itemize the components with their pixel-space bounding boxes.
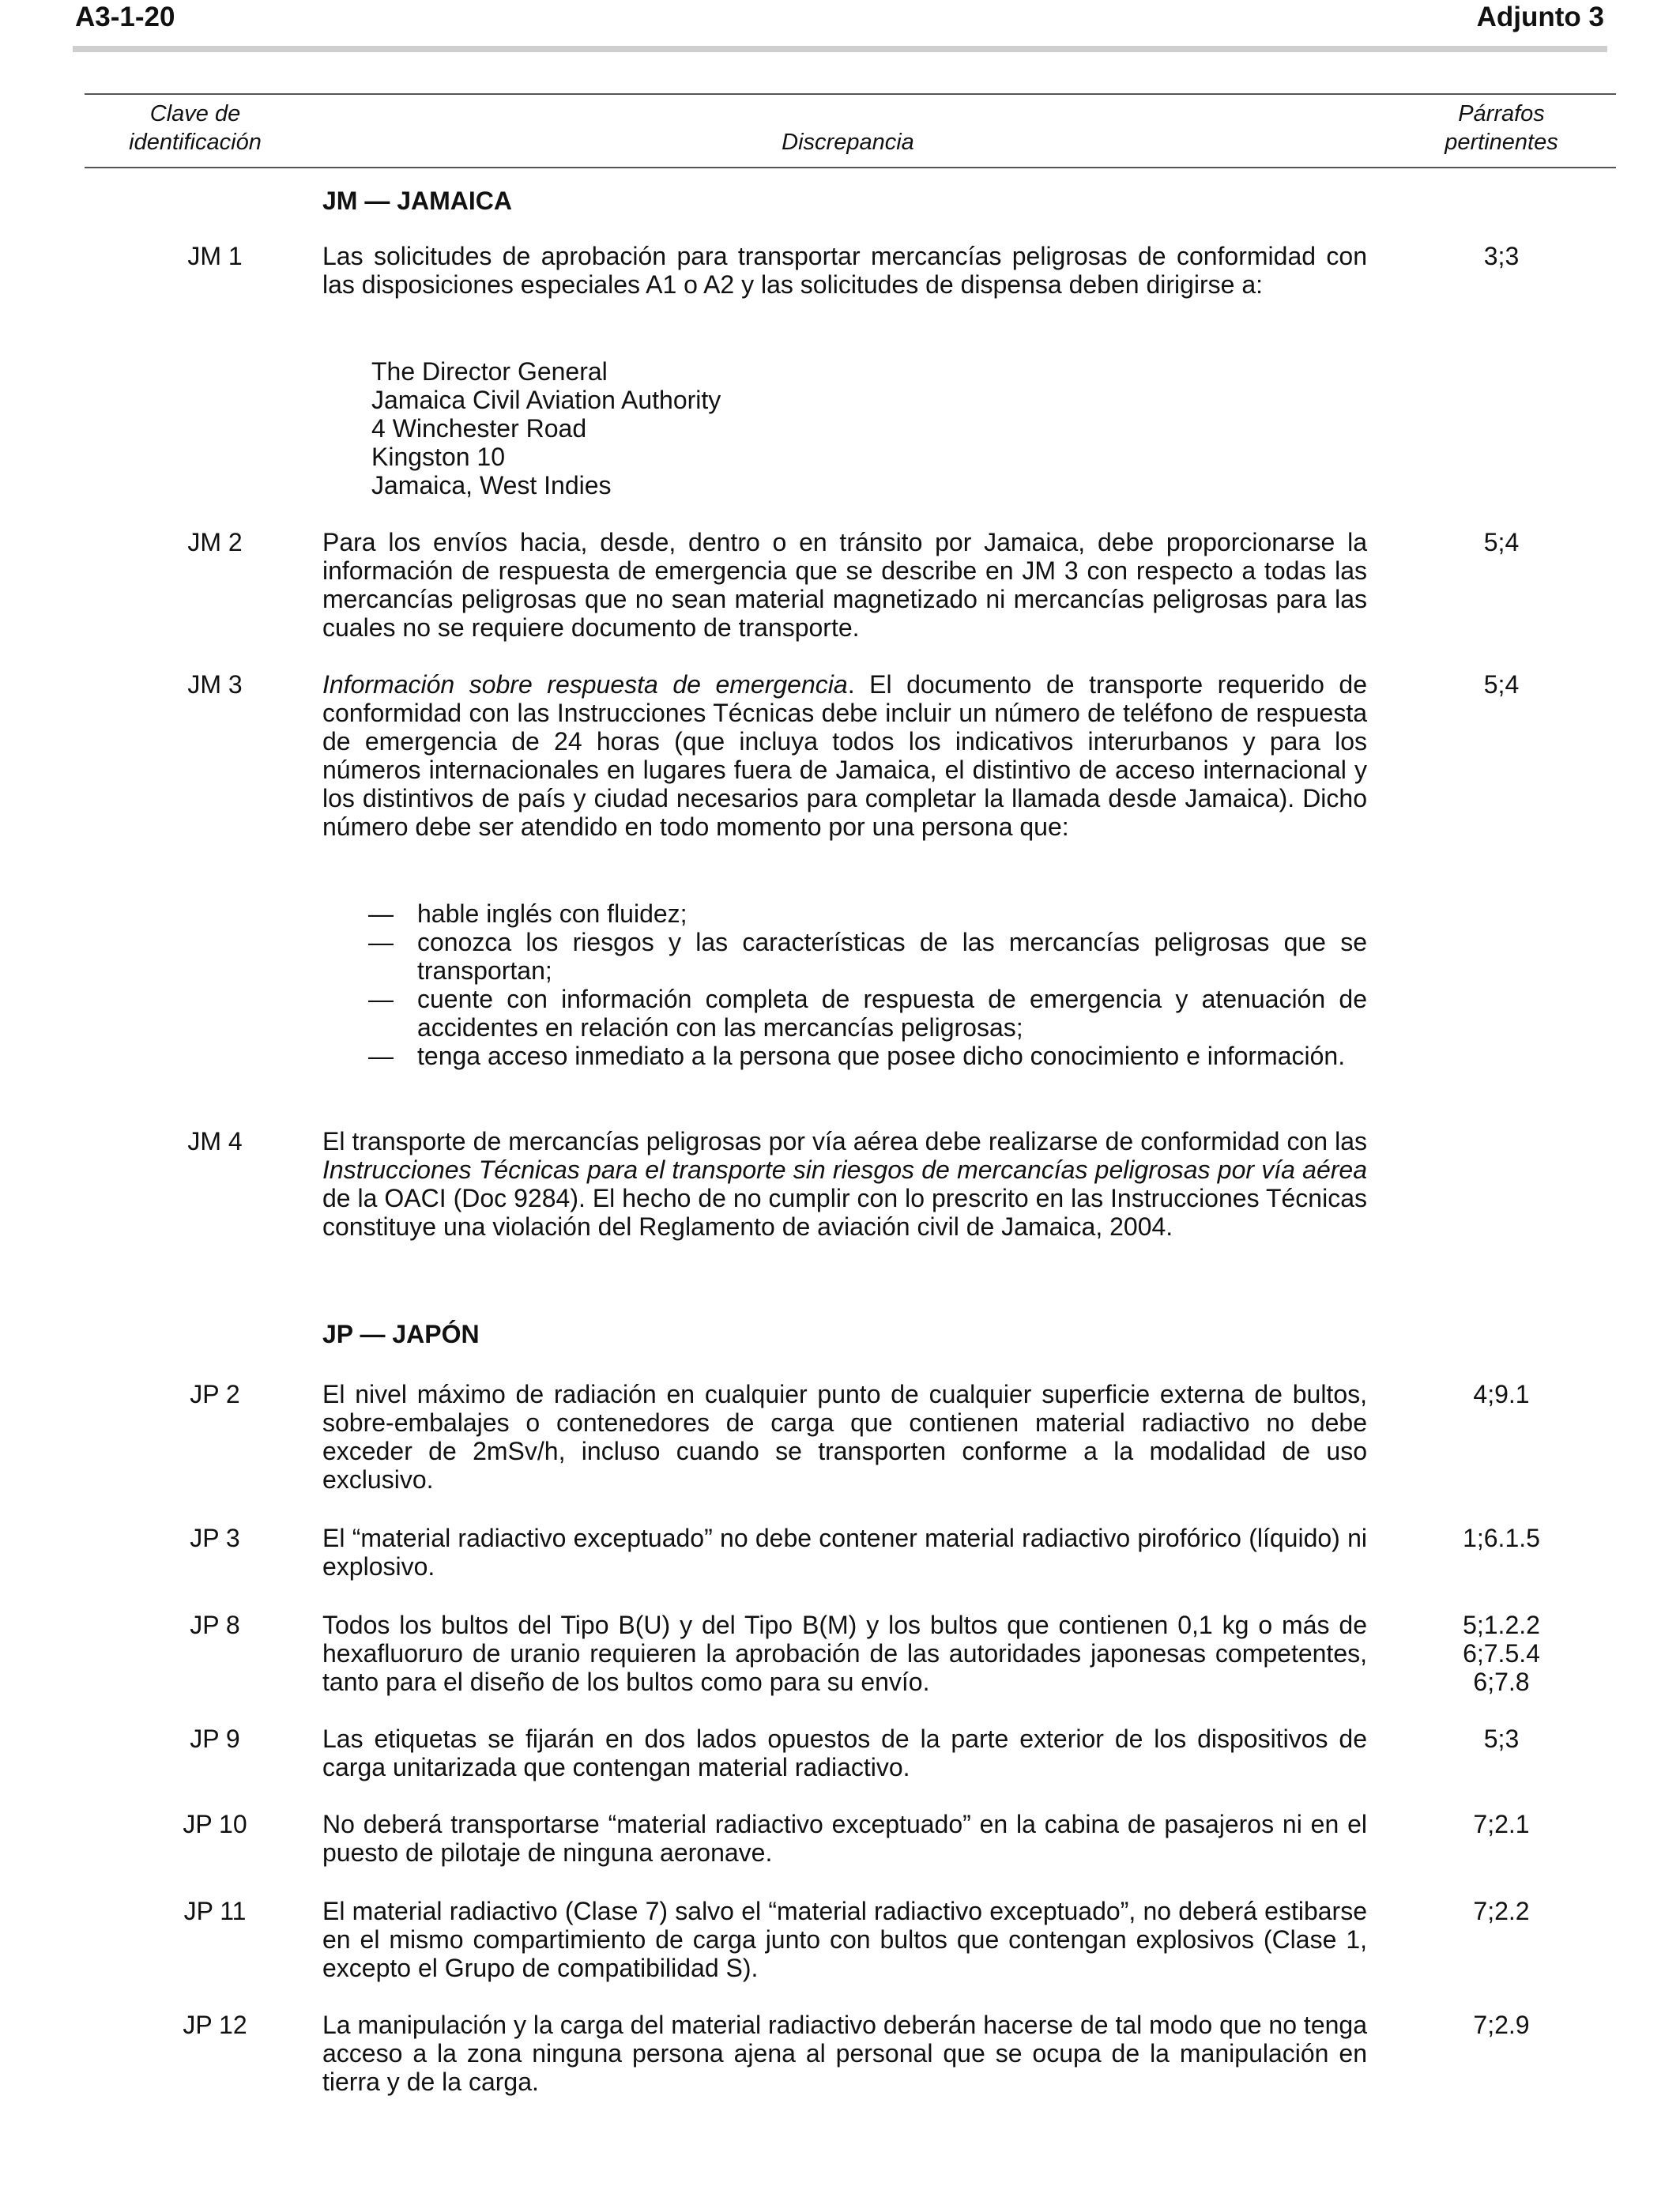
row-key: JP 10: [183, 1810, 247, 1838]
header-rule: [73, 46, 1607, 52]
row-text: Las solicitudes de aprobación para transportar mercancías peligrosas de conformidad con las disposiciones especiales A1 o A2 y las solicitudes de dispensa deben dirigirse a:: [322, 242, 1367, 299]
address-line: Kingston 10: [371, 443, 506, 471]
section-heading-japan: JP — JAPÓN: [322, 1320, 480, 1348]
row-text: Para los envíos hacia, desde, dentro o en tránsito por Jamaica, debe proporcionarse la información de respuesta de emergencia que se describe en JM 3 con respecto a todas las mercancías peligrosas que no sean material magnetizado ni mercancías peligrosas para las cuales no se requiere documento de transporte.: [322, 528, 1367, 642]
row-text-italic: Instrucciones Técnicas para el transporte sin riesgos de mercancías peligrosas por vía aérea: [322, 1155, 1367, 1184]
dash-bullet: —: [368, 1042, 394, 1070]
row-text-italic: Información sobre respuesta de emergencia: [322, 670, 848, 699]
row-text: El nivel máximo de radiación en cualquier punto de cualquier superficie externa de bultos, sobre-embalajes o contenedores de carga que contienen material radiactivo no debe exceder de 2mSv/h, incluso cuando se transporten conforme a la modalidad de uso exclusivo.: [322, 1380, 1367, 1494]
row-paragraphs: 3;3: [1483, 242, 1520, 270]
address-block: [371, 357, 721, 499]
row-paragraphs: 7;2.9: [1473, 2011, 1530, 2039]
table-header-rule: [85, 167, 1616, 168]
row-text: No deberá transportarse “material radiactivo exceptuado” en la cabina de pasajeros ni en el puesto de pilotaje de ninguna aeronave.: [322, 1810, 1367, 1867]
dash-bullet: —: [368, 928, 394, 956]
row-key: JM 2: [187, 528, 243, 556]
row-text: [322, 670, 1367, 841]
address-line: Jamaica Civil Aviation Authority: [371, 386, 721, 414]
table-top-rule: [85, 93, 1616, 95]
row-text: Todos los bultos del Tipo B(U) y del Tipo B(M) y los bultos que contienen 0,1 kg o más de hexafluoruro de uranio requieren la aprobación de las autoridades japonesas competentes, tanto para el diseño de los bultos como para su envío.: [322, 1611, 1367, 1696]
row-paragraphs: 1;6.1.5: [1463, 1524, 1540, 1552]
address-line: The Director General: [371, 357, 608, 386]
dash-bullet: —: [368, 899, 394, 928]
row-paragraphs: 7;2.1: [1473, 1810, 1530, 1838]
row-text: La manipulación y la carga del material radiactivo deberán hacerse de tal modo que no tenga acceso a la zona ninguna persona ajena al personal que se ocupa de la manipulación en tierra y de la carga.: [322, 2011, 1367, 2096]
row-text-body: . El documento de transporte requerido de conformidad con las Instrucciones Técnicas debe incluir un número de teléfono de respuesta de emergencia de 24 horas (que incluya todos los indicativos interurbanos y para los números internacionales en lugares fuera de Jamaica, el distintivo de acceso internacional y los distintivos de país y ciudad necesarios para completar la llamada desde Jamaica). Dicho número debe ser atendido en todo momento por una persona que:: [322, 670, 1368, 841]
column-header-paragraphs: Párrafos pertinentes: [1445, 101, 1558, 155]
row-text: El “material radiactivo exceptuado” no debe contener material radiactivo pirofórico (líquido) ni explosivo.: [322, 1524, 1367, 1581]
row-key: JM 4: [187, 1127, 243, 1155]
address-line: 4 Winchester Road: [371, 414, 587, 443]
row-paragraphs: 7;2.2: [1473, 1897, 1530, 1925]
row-text: Las etiquetas se fijarán en dos lados opuestos de la parte exterior de los dispositivos de carga unitarizada que contengan material radiactivo.: [322, 1725, 1367, 1781]
list-item: — conozca los riesgos y las características de las mercancías peligrosas que se transportan;: [368, 928, 1367, 985]
row-text: El material radiactivo (Clase 7) salvo el “material radiactivo exceptuado”, no deberá estibarse en el mismo compartimiento de carga junto con bultos que contengan explosivos (Clase 1, excepto el Grupo de compatibilidad S).: [322, 1897, 1367, 1982]
attachment-label: Adjunto 3: [1476, 2, 1604, 32]
bullet-list: [368, 899, 1367, 1070]
list-item: — hable inglés con fluidez;: [368, 899, 687, 928]
list-item: — cuente con información completa de respuesta de emergencia y atenuación de accidentes en relación con las mercancías peligrosas;: [368, 985, 1367, 1042]
page-number: A3-1-20: [75, 2, 175, 32]
row-key: JM 1: [187, 242, 243, 270]
row-key: JP 3: [190, 1524, 240, 1552]
list-item: — tenga acceso inmediato a la persona que posee dicho conocimiento e información.: [368, 1042, 1346, 1070]
section-heading-jamaica: JM — JAMAICA: [322, 187, 513, 215]
row-paragraphs: 5;1.2.2 6;7.5.4 6;7.8: [1463, 1611, 1540, 1696]
row-paragraphs: 5;3: [1483, 1725, 1520, 1753]
row-key: JP 11: [183, 1897, 247, 1925]
column-header-discrepancy: Discrepancia: [782, 130, 914, 155]
row-text: El transporte de mercancías peligrosas por vía aérea debe realizarse de conformidad con las Instrucciones Técnicas para el transporte sin riesgos de mercancías peligrosas por vía aérea de la OACI (Doc 9284). El hecho de no cumplir con lo prescrito en las Instrucciones Técnicas constituye una violación del Reglamento de aviación civil de Jamaica, 2004.: [322, 1127, 1367, 1241]
row-paragraphs: 5;4: [1483, 528, 1520, 556]
column-header-key: Clave de identificación: [129, 101, 262, 155]
row-key: JP 12: [183, 2011, 247, 2039]
row-paragraphs: 4;9.1: [1473, 1380, 1530, 1408]
row-key: JP 2: [190, 1380, 240, 1408]
row-key: JP 8: [190, 1611, 240, 1639]
row-key: JP 9: [190, 1725, 240, 1753]
row-key: JM 3: [187, 670, 243, 699]
dash-bullet: —: [368, 985, 394, 1013]
row-paragraphs: 5;4: [1483, 670, 1520, 699]
address-line: Jamaica, West Indies: [371, 471, 612, 499]
